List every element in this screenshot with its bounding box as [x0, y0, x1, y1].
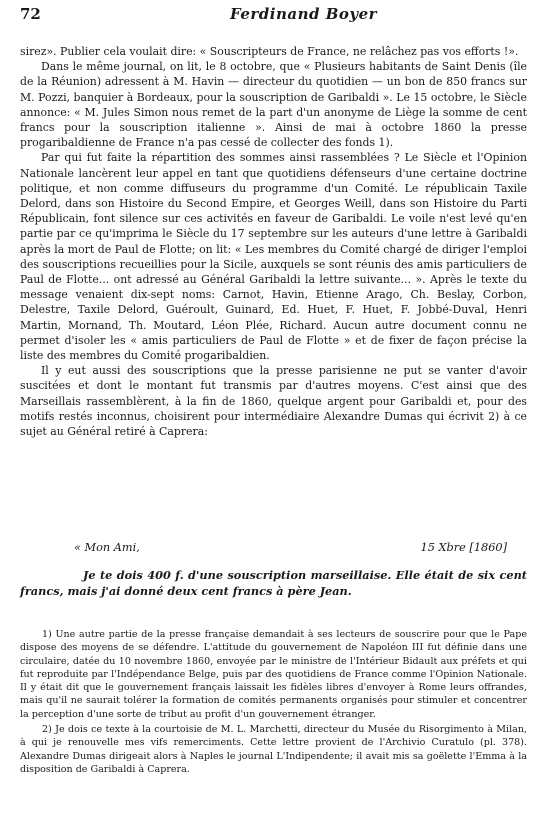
letter-date: 15 Xbre [1860] [420, 541, 507, 554]
letter-body: Je te dois 400 f. d'une souscription marseillaise. Elle était de six cent francs, mais j'ai donné deux cent francs à père Jean. [20, 568, 527, 598]
letter-heading [20, 540, 527, 557]
page-number: 72 [20, 5, 41, 23]
quoted-letter [20, 540, 527, 599]
footnote: 2) Je dois ce texte à la courtoisie de M. L. Marchetti, directeur du Musée du Risorgimento à Milan, à qui je renouvelle mes vifs remerciments. Cette lettre provient de l'Archivio Curatulo (pl. 378). Alexandre Dumas dirigeait alors à Naples le journal L'Indipendente; il avait mis sa goëlette l'Emma à la disposition de Garibaldi à Caprera. [20, 724, 527, 775]
paragraph: Il y eut aussi des souscriptions que la presse parisienne ne put se vanter d'avoir suscitées et dont le montant fut transmis par d'autres moyens. C'est ainsi que des Marseillais rassemblèrent, à la fin de 1860, quelque argent pour Garibaldi et, pour des motifs restés inconnus, choisirent pour intermédiaire Alexandre Dumas qui écrivit 2) à ce sujet au Général retiré à Caprera: [20, 364, 527, 439]
paragraph: Dans le même journal, on lit, le 8 octobre, que « Plusieurs habitants de Saint Denis (île de la Réunion) adressent à M. Havin — directeur du quotidien — un bon de 850 francs sur M. Pozzi, banquier à Bordeaux, pour la souscription de Garibaldi ». Le 15 octobre, le Siècle annonce: « M. Jules Simon nous remet de la part d'un anonyme de Liège la somme de cent francs pour la souscription italienne ». Ainsi de mai à octobre 1860 la presse progaribaldienne de France n'a pas cessé de collecter des fonds 1). [20, 60, 527, 150]
footnote: 1) Une autre partie de la presse française demandait à ses lecteurs de souscrire pour que le Pape dispose des moyens de se défendre. L'attitude du gouvernement de Napoléon III fut définie dans une circulaire, datée du 10 novembre 1860, envoyée par le ministre de l'Intérieur Bidault aux préfets et qui fut reproduite par l'Indépendance Belge, puis par des quotidiens de France comme l'Opinion Nationale. Il y était dit que le gouvernement français laissait les fidèles libres d'envoyer à Rome leurs offrandes, mais qu'il ne saurait tolérer la formation de comités permanents organisés pour stimuler et concentrer la perception d'une sorte de tribut au profit d'un gouvernement étranger. [20, 629, 527, 720]
running-head: Ferdinand Boyer [230, 5, 378, 23]
footnotes [20, 628, 527, 776]
paragraph: sirez». Publier cela voulait dire: « Souscripteurs de France, ne relâchez pas vos efforts !». [20, 45, 519, 58]
letter-salutation: « Mon Ami, [74, 541, 140, 554]
paragraph: Par qui fut faite la répartition des sommes ainsi rassemblées ? Le Siècle et l'Opinion Nationale lancèrent leur appel en tant que quotidiens défenseurs d'une certaine doctrine politique, et non comme diffuseurs du programme d'un Comité. Le républicain Taxile Delord, dans son Histoire du Second Empire, et Georges Weill, dans son Histoire du Parti Républicain, font silence sur ces activités en faveur de Garibaldi. Le voile n'est levé qu'en partie par ce qu'imprima le Siècle du 17 septembre sur les auteurs d'une lettre à Garibaldi après la mort de Paul de Flotte; on lit: « Les membres du Comité chargé de diriger l'emploi des souscriptions recueillies pour la Sicile, auxquels se sont réunis des amis particuliers de Paul de Flotte... ont adressé au Général Garibaldi la lettre suivante... ». Après le texte du message venaient dix-sept noms: Carnot, Havin, Etienne Arago, Ch. Beslay, Corbon, Delestre, Taxile Delord, Guéroult, Guinard, Ed. Huet, F. Huet, F. Jobbé-Duval, Henri Martin, Mornand, Th. Moutard, Léon Plée, Richard. Aucun autre document connu ne permet d'isoler les « amis particuliers de Paul de Flotte » et de fixer de façon précise la liste des membres du Comité progaribaldien. [20, 151, 527, 363]
page-header [20, 5, 528, 27]
main-text [20, 44, 527, 439]
